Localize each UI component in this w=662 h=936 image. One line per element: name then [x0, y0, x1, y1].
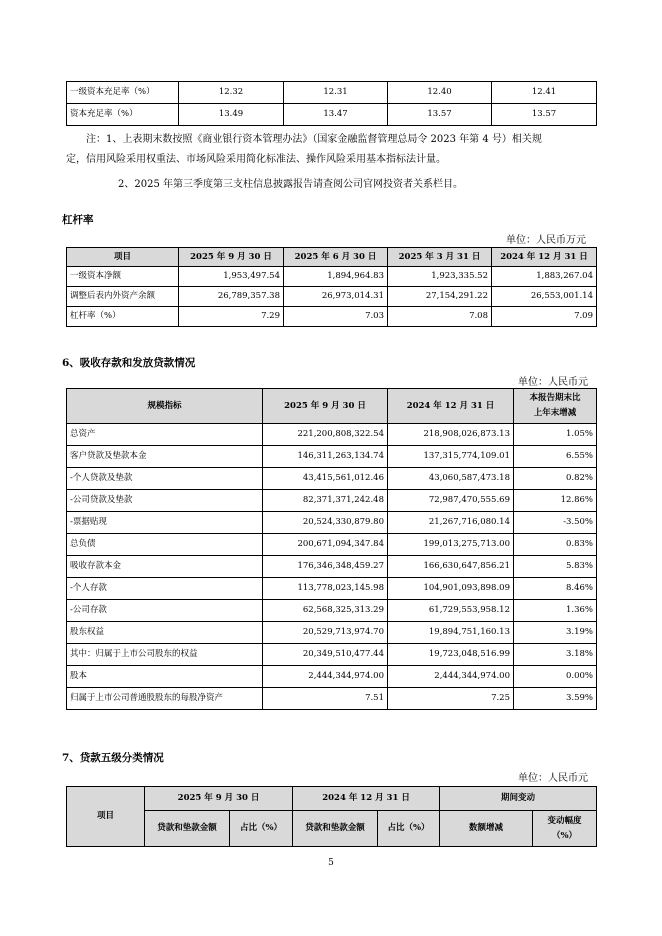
row-label: 归属于上市公司普通股股东的每股净资产 [67, 688, 263, 710]
value-cell: 8.46% [514, 578, 597, 600]
value-cell: 12.40 [388, 82, 492, 104]
row-label: 总负债 [67, 534, 263, 556]
column-header: 2025 年 9 月 30 日 [263, 389, 388, 424]
column-header: 2024 年 12 月 31 日 [492, 248, 597, 267]
note-line-2: 定，信用风险采用权重法、市场风险采用简化标准法、操作风险采用基本指标法计量。 [66, 154, 446, 165]
column-header: 项目 [67, 787, 145, 847]
value-cell: 20,349,510,477.44 [263, 644, 388, 666]
deposits-body [67, 424, 597, 710]
value-cell: 166,630,647,856.21 [388, 556, 514, 578]
row-label: -个人存款 [67, 578, 263, 600]
value-cell: 104,901,093,898.09 [388, 578, 514, 600]
value-cell: 3.18% [514, 644, 597, 666]
value-cell: 7.51 [263, 688, 388, 710]
value-cell: 27,154,291.22 [388, 287, 492, 307]
row-label: 其中：归属于上市公司股东的权益 [67, 644, 263, 666]
row-label: -票据贴现 [67, 512, 263, 534]
capital-adequacy-table [66, 81, 597, 126]
row-label: 一级资本净额 [67, 267, 179, 287]
value-cell: -3.50% [514, 512, 597, 534]
row-label: 杠杆率（%） [67, 307, 179, 327]
value-cell: 13.49 [179, 104, 284, 126]
value-cell: 12.31 [284, 82, 388, 104]
loans-unit: 单位：人民币元 [518, 773, 588, 784]
table-header-row [67, 787, 597, 811]
table-header-row [67, 389, 597, 424]
table-row [67, 424, 597, 446]
value-cell: 199,013,275,713.00 [388, 534, 514, 556]
column-header: 数额增减 [440, 811, 533, 847]
table-row [67, 82, 597, 104]
value-cell: 19,723,048,516.99 [388, 644, 514, 666]
value-cell: 43,415,561,012.46 [263, 468, 388, 490]
column-group-header: 期间变动 [440, 787, 597, 811]
table-row [67, 446, 597, 468]
value-cell: 7.03 [284, 307, 388, 327]
table-row [67, 556, 597, 578]
value-cell: 82,371,371,242.48 [263, 490, 388, 512]
value-cell: 1,953,497.54 [179, 267, 284, 287]
value-cell: 3.59% [514, 688, 597, 710]
table-row [67, 307, 597, 327]
row-label: 总资产 [67, 424, 263, 446]
row-label: -公司存款 [67, 600, 263, 622]
column-group-header: 2025 年 9 月 30 日 [145, 787, 293, 811]
deposits-table [66, 388, 597, 710]
column-header: 2024 年 12 月 31 日 [388, 389, 514, 424]
header-line: 变动幅度 [547, 815, 582, 826]
value-cell: 6.55% [514, 446, 597, 468]
column-header: 贷款和垫款金额 [293, 811, 378, 847]
column-header: 2025 年 9 月 30 日 [179, 248, 284, 267]
value-cell: 1.36% [514, 600, 597, 622]
value-cell: 13.57 [492, 104, 597, 126]
value-cell: 1.05% [514, 424, 597, 446]
value-cell: 62,568,325,313.29 [263, 600, 388, 622]
table-row [67, 666, 597, 688]
row-label: 股本 [67, 666, 263, 688]
value-cell: 20,524,330,879.80 [263, 512, 388, 534]
table-row [67, 267, 597, 287]
value-cell: 26,553,001.14 [492, 287, 597, 307]
column-header: 2025 年 6 月 30 日 [284, 248, 388, 267]
value-cell: 26,973,014.31 [284, 287, 388, 307]
table-row [67, 534, 597, 556]
column-header: 贷款和垫款金额 [145, 811, 230, 847]
value-cell: 72,987,470,555.69 [388, 490, 514, 512]
value-cell: 1,923,335.52 [388, 267, 492, 287]
deposits-unit: 单位：人民币元 [518, 377, 588, 388]
table-row [67, 468, 597, 490]
value-cell: 176,346,348,459.27 [263, 556, 388, 578]
row-label: 股东权益 [67, 622, 263, 644]
value-cell: 43,060,587,473.18 [388, 468, 514, 490]
note-line-3: 2、2025 年第三季度第三支柱信息披露报告请查阅公司官网投资者关系栏目。 [118, 179, 463, 190]
loan-classification-table [66, 786, 597, 847]
value-cell: 2,444,344,974.00 [388, 666, 514, 688]
value-cell: 26,789,357.38 [179, 287, 284, 307]
column-header [533, 811, 597, 847]
row-label: -个人贷款及垫款 [67, 468, 263, 490]
value-cell: 19,894,751,160.13 [388, 622, 514, 644]
table-row [67, 512, 597, 534]
loans-title: 7、贷款五级分类情况 [62, 752, 164, 764]
header-line: （%） [551, 830, 578, 841]
leverage-unit: 单位：人民币万元 [506, 235, 586, 246]
row-label: -公司贷款及垫款 [67, 490, 263, 512]
value-cell: 1,894,964.83 [284, 267, 388, 287]
row-label: 调整后表内外资产余额 [67, 287, 179, 307]
table-row [67, 490, 597, 512]
table-row [67, 600, 597, 622]
value-cell: 3.19% [514, 622, 597, 644]
leverage-title: 杠杆率 [62, 214, 94, 226]
value-cell: 12.41 [492, 82, 597, 104]
table-header-row [67, 811, 597, 847]
column-header: 项目 [67, 248, 179, 267]
header-line: 本报告期末比 [529, 393, 581, 403]
column-header: 占比（%） [378, 811, 440, 847]
value-cell: 146,311,263,134.74 [263, 446, 388, 468]
table-row [67, 104, 597, 126]
value-cell: 0.83% [514, 534, 597, 556]
header-line: 上年末增减 [533, 408, 577, 418]
value-cell: 7.29 [179, 307, 284, 327]
value-cell: 61,729,553,958.12 [388, 600, 514, 622]
note-line-1: 注：1、上表期末数按照《商业银行资本管理办法》（国家金融监督管理总局令 2023 年第 4 号）相关规 [86, 134, 542, 145]
value-cell: 200,671,094,347.84 [263, 534, 388, 556]
value-cell: 20,529,713,974.70 [263, 622, 388, 644]
value-cell: 21,267,716,080.14 [388, 512, 514, 534]
value-cell: 218,908,026,873.13 [388, 424, 514, 446]
value-cell: 221,200,808,322.54 [263, 424, 388, 446]
row-label: 吸收存款本金 [67, 556, 263, 578]
value-cell: 13.47 [284, 104, 388, 126]
value-cell: 2,444,344,974.00 [263, 666, 388, 688]
value-cell: 0.82% [514, 468, 597, 490]
value-cell: 5.83% [514, 556, 597, 578]
value-cell: 7.09 [492, 307, 597, 327]
value-cell: 12.32 [179, 82, 284, 104]
column-header: 2025 年 3 月 31 日 [388, 248, 492, 267]
row-label: 客户贷款及垫款本金 [67, 446, 263, 468]
deposits-title: 6、吸收存款和发放贷款情况 [62, 357, 196, 369]
row-label: 一级资本充足率（%） [67, 82, 179, 104]
column-header [514, 389, 597, 424]
value-cell: 12.86% [514, 490, 597, 512]
value-cell: 0.00% [514, 666, 597, 688]
row-label: 资本充足率（%） [67, 104, 179, 126]
table-row [67, 688, 597, 710]
value-cell: 113,778,023,145.98 [263, 578, 388, 600]
table-row [67, 287, 597, 307]
column-header: 占比（%） [230, 811, 293, 847]
value-cell: 13.57 [388, 104, 492, 126]
value-cell: 1,883,267.04 [492, 267, 597, 287]
table-row [67, 644, 597, 666]
column-header: 规模指标 [67, 389, 263, 424]
page-number: 5 [328, 858, 334, 868]
value-cell: 7.25 [388, 688, 514, 710]
value-cell: 7.08 [388, 307, 492, 327]
table-row [67, 578, 597, 600]
leverage-table [66, 247, 597, 327]
table-row [67, 622, 597, 644]
table-header-row [67, 248, 597, 267]
value-cell: 137,315,774,109.01 [388, 446, 514, 468]
column-group-header: 2024 年 12 月 31 日 [293, 787, 440, 811]
